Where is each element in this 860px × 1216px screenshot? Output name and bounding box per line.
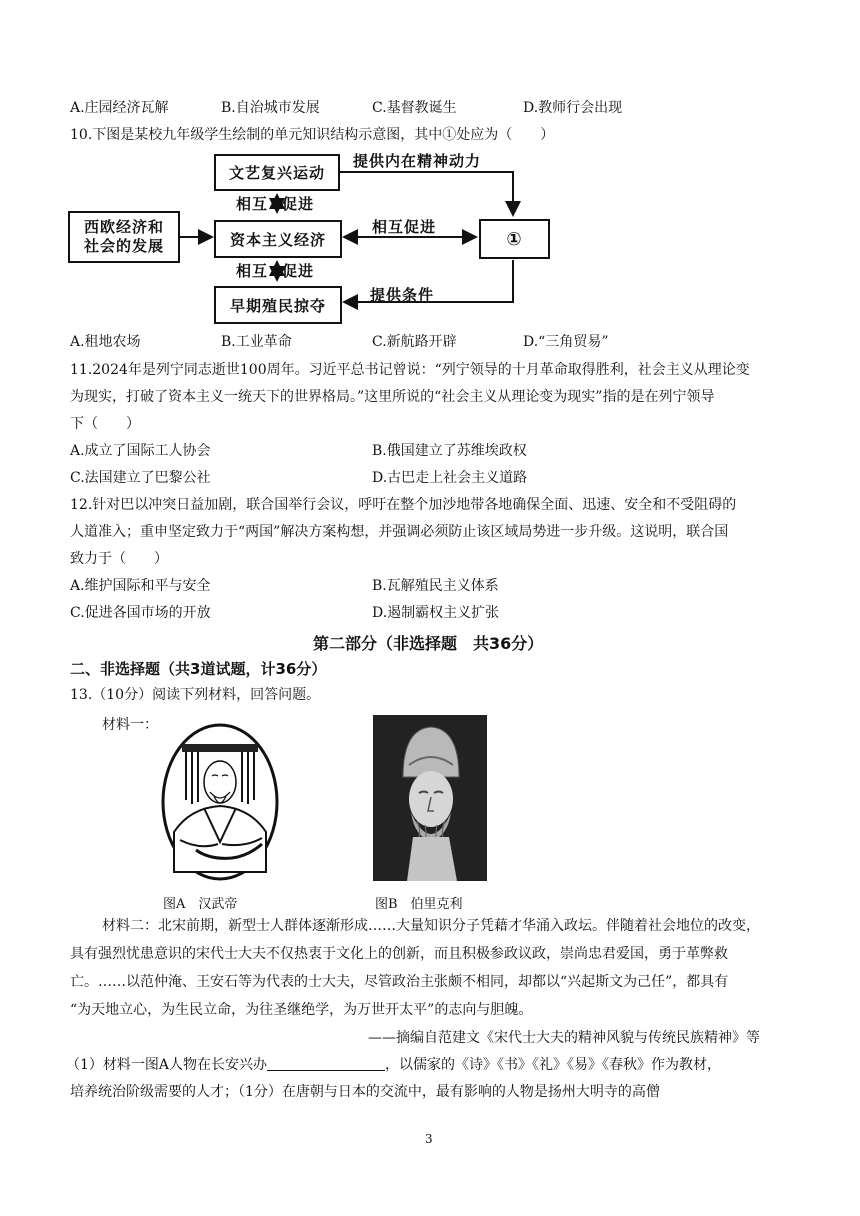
box-west-economy — [68, 211, 180, 263]
q13-sub1-line-2: 培养统治阶级需要的人才；（1分）在唐朝与日本的交流中，最有影响的人物是扬州大明寺的高僧 — [70, 1084, 660, 1100]
q12-line-2: 人道准入；重申坚定致力于“两国”解决方案构想，并强调必须防止该区域局势进一步升级。这说明，联合国 — [70, 524, 729, 540]
label-mutual-bottom-a: 相互 — [236, 262, 269, 280]
box-renaissance: 文艺复兴运动 — [214, 154, 340, 191]
part2-section: 二、非选择题（共3道试题，计36分） — [70, 660, 327, 678]
portrait-han-wudi — [160, 722, 280, 882]
q12-option-d: D.遏制霸权主义扩张 — [372, 605, 500, 621]
box-capitalism: 资本主义经济 — [214, 220, 342, 258]
q13-stem: 13.（10分）阅读下列材料，回答问题。 — [70, 687, 321, 703]
q12-option-b: B.瓦解殖民主义体系 — [372, 578, 499, 594]
part2-title: 第二部分（非选择题 共36分） — [313, 634, 544, 653]
page-number: 3 — [425, 1132, 433, 1146]
q10-option-a: A.租地农场 — [70, 334, 141, 350]
q13-sub1-blank[interactable] — [267, 1056, 385, 1071]
figA-caption: 图A 汉武帝 — [163, 897, 238, 912]
label-mutual-top-b: 促进 — [282, 195, 315, 213]
q13-sub1-part1: （1）材料一图A人物在长安兴办 — [66, 1057, 268, 1073]
q12-line-1: 12.针对巴以冲突日益加剧，联合国举行会议，呼吁在整个加沙地带各地确保全面、迅速、安全和不受阻碍的 — [70, 497, 737, 513]
box-west-line1: 西欧经济和 — [83, 218, 164, 236]
arrow-renaissance-to-target — [338, 172, 513, 215]
label-mutual-top — [236, 193, 314, 214]
q13-source: ——摘编自范建文《宋代士大夫的精神风貌与传统民族精神》等 — [368, 1030, 760, 1046]
q10-stem: 10.下图是某校九年级学生绘制的单元知识结构示意图，其中①处应为（ ） — [70, 127, 555, 143]
q12-line-3: 致力于（ ） — [70, 551, 168, 567]
label-spirit: 提供内在精神动力 — [353, 152, 482, 170]
q11-option-c: C.法国建立了巴黎公社 — [70, 470, 211, 486]
q9-option-d: D.教师行会出现 — [523, 100, 623, 116]
label-condition: 提供条件 — [370, 286, 435, 304]
q13-material1-label: 材料一： — [102, 717, 158, 733]
label-mutual-bottom — [236, 260, 314, 281]
q11-line-1: 11.2024年是列宁同志逝世100周年。习近平总书记曾说：“列宁领导的十月革命取得胜利，社会主义从理论变 — [70, 362, 750, 378]
q10-option-d: D.“三角贸易” — [523, 334, 609, 350]
q10-option-c: C.新航路开辟 — [372, 334, 457, 350]
q11-line-2: 为现实，打破了资本主义一统天下的世界格局。”这里所说的“社会主义从理论变为现实”指的是在列宁领导 — [70, 389, 715, 405]
q9-option-c: C.基督教诞生 — [372, 100, 457, 116]
box-west-line2: 社会的发展 — [83, 237, 164, 255]
q11-option-b: B.俄国建立了苏维埃政权 — [372, 443, 527, 459]
q11-line-3: 下（ ） — [70, 416, 140, 432]
label-mutual-top-a: 相互 — [236, 195, 269, 213]
label-mutual-mid: 相互促进 — [372, 218, 437, 236]
q13-material2-line-3: 亡。……以范仲淹、王安石等为代表的士大夫，尽管政治主张颇不相同，却都以“兴起斯文为己任”，都具有 — [70, 974, 729, 990]
box-target: ① — [479, 219, 550, 259]
q12-option-a: A.维护国际和平与安全 — [70, 578, 211, 594]
label-mutual-bottom-b: 促进 — [282, 262, 315, 280]
q9-option-a: A.庄园经济瓦解 — [70, 100, 169, 116]
q12-option-c: C.促进各国市场的开放 — [70, 605, 211, 621]
q11-option-d: D.古巴走上社会主义道路 — [372, 470, 528, 486]
figB-caption: 图B 伯里克利 — [375, 897, 463, 912]
q11-option-a: A.成立了国际工人协会 — [70, 443, 211, 459]
q10-option-b: B.工业革命 — [221, 334, 292, 350]
q13-material2-line-1: 材料二：北宋前期，新型士人群体逐渐形成……大量知识分子凭藉才华涌入政坛。伴随着社会地位的改变， — [102, 918, 760, 934]
q13-material2-line-2: 具有强烈忧患意识的宋代士大夫不仅热衷于文化上的创新，而且积极参政议政，崇尚忠君爱国，勇于革弊救 — [70, 946, 728, 962]
box-colonial: 早期殖民掠夺 — [214, 286, 342, 324]
q9-option-b: B.自治城市发展 — [221, 100, 320, 116]
q13-sub1-line-1 — [66, 1056, 721, 1074]
q13-material2-line-4: “为天地立心，为生民立命，为往圣继绝学，为万世开太平”的志向与胆魄。 — [70, 1002, 533, 1018]
q13-sub1-part2: ，以儒家的《诗》《书》《礼》《易》《春秋》作为教材， — [385, 1057, 722, 1073]
portrait-pericles — [373, 715, 487, 881]
